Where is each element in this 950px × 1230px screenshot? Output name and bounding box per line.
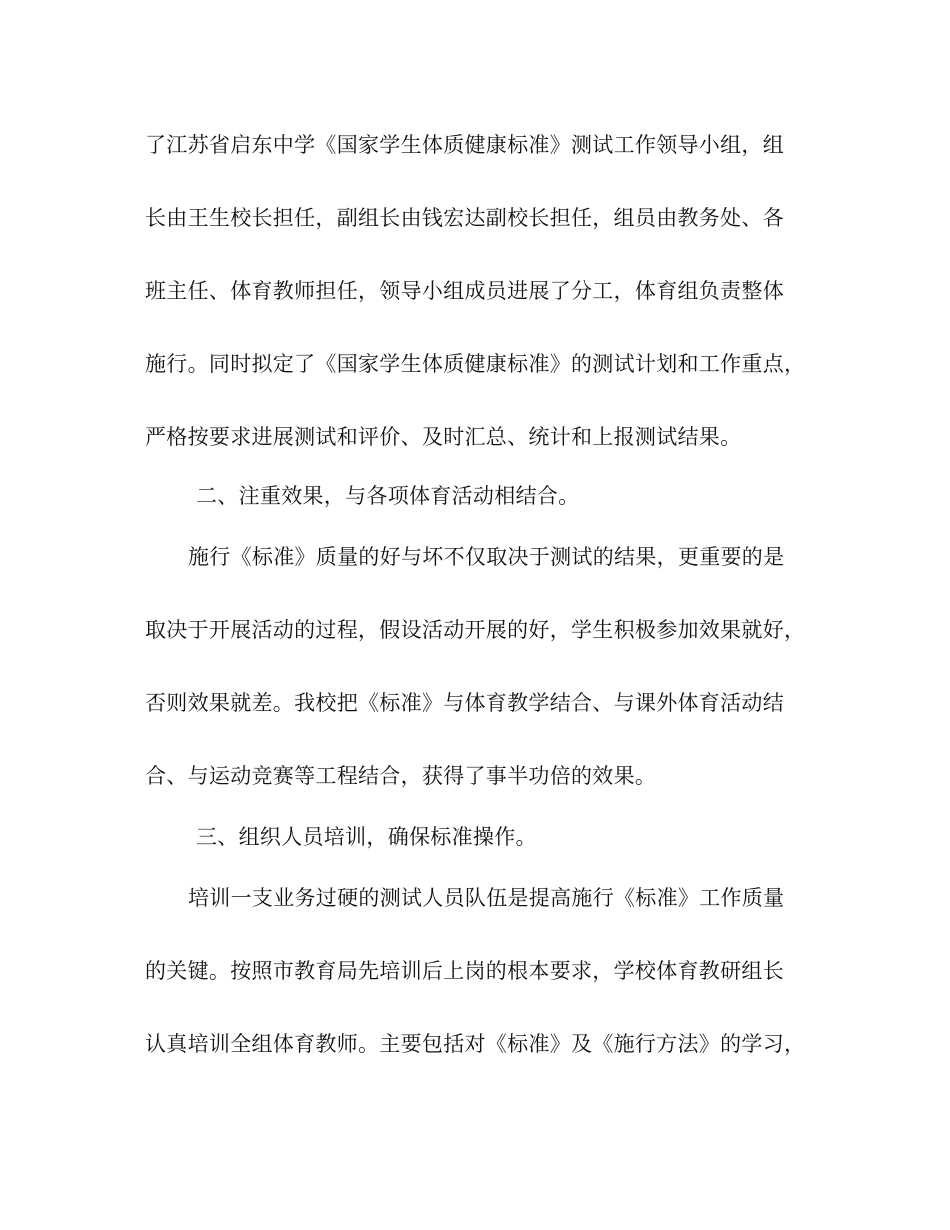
paragraph-line-11: 的关键。按照市教育局先培训后上岗的根本要求，学校体育教研组长 bbox=[145, 959, 784, 983]
paragraph-line-3: 班主任、体育教师担任，领导小组成员进展了分工，体育组负责整体 bbox=[145, 279, 784, 303]
paragraph-line-10: 培训一支业务过硬的测试人员队伍是提高施行《标准》工作质量 bbox=[188, 886, 785, 910]
paragraph-line-12: 认真培训全组体育教师。主要包括对《标准》及《施行方法》的学习， bbox=[145, 1032, 806, 1056]
paragraph-line-7: 取决于开展活动的过程，假设活动开展的好，学生积极参加效果就好， bbox=[145, 618, 806, 642]
section-heading-3: 三、组织人员培训，确保标准操作。 bbox=[196, 825, 537, 849]
paragraph-line-5: 严格按要求进展测试和评价、及时汇总、统计和上报测试结果。 bbox=[145, 425, 742, 449]
paragraph-line-6: 施行《标准》质量的好与坏不仅取决于测试的结果，更重要的是 bbox=[188, 545, 785, 569]
section-heading-2: 二、注重效果，与各项体育活动相结合。 bbox=[196, 484, 580, 508]
paragraph-line-2: 长由王生校长担任，副组长由钱宏达副校长担任，组员由教务处、各 bbox=[145, 206, 784, 230]
paragraph-line-8: 否则效果就差。我校把《标准》与体育教学结合、与课外体育活动结 bbox=[145, 691, 784, 715]
paragraph-line-9: 合、与运动竞赛等工程结合，获得了事半功倍的效果。 bbox=[145, 764, 657, 788]
paragraph-line-4: 施行。同时拟定了《国家学生体质健康标准》的测试计划和工作重点， bbox=[145, 352, 806, 376]
paragraph-line-1: 了江苏省启东中学《国家学生体质健康标准》测试工作领导小组，组 bbox=[145, 133, 784, 157]
